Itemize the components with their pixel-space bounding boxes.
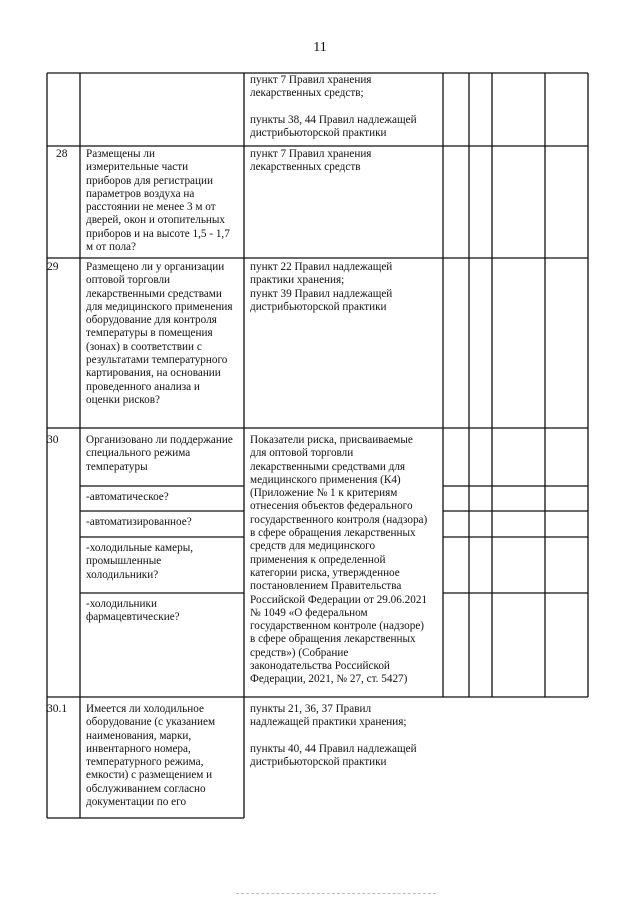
row-30-question: Организовано ли поддержание специального режима температуры — [86, 434, 233, 473]
row-30-reference: Показатели риска, присваиваемые для оптовой торговли лекарственными средствами для медицинского применения (К4) (Приложение № 1 к критериям отнесения объектов федерального государственного контроля (надзора) в сфере обращения лекарственных средств для медицинского применения к определенной категории риска, утвержденное постановлением Правительства Российской Федерации от 29.06.2021 № 1049 «О федеральном государственном контроле (надзоре) в сфере обращения лекарственных средств») (Собрание законодательства Российской Федерации, 2021, № 27, ст. 5427) — [250, 434, 428, 686]
row-30-number: 30 — [47, 434, 59, 446]
row-30-1-number: 30.1 — [47, 703, 68, 715]
row-28-question: Размещены ли измерительные части приборов для регистрации параметров воздуха на расстоянии не менее 3 м от дверей, окон и отопительных приборов и на высоте 1,5 - 1,7 м от пола? — [86, 148, 230, 254]
row-30-sub-automatic: -автоматическое? — [86, 491, 169, 503]
row-29-question: Размещено ли у организации оптовой торговли лекарственными средствами для медицинского применения оборудование для контроля температуры в помещения (зонах) в соответствии с результатами температурного картирования, на основании проведенного анализа и оценки рисков? — [86, 261, 233, 406]
row-28-reference: пункт 7 Правил хранения лекарственных средств — [250, 148, 372, 174]
row-30-sub-pharma-fridges: -холодильники фармацевтические? — [86, 598, 180, 624]
row-29-reference: пункт 22 Правил надлежащей практики хранения; пункт 39 Правил надлежащей дистрибьюторской практики — [250, 261, 393, 313]
row-29-number: 29 — [47, 261, 59, 273]
row-28-number: 28 — [56, 148, 68, 160]
row-30-1-reference: пункты 21, 36, 37 Правил надлежащей практики хранения; пункты 40, 44 Правил надлежащей дистрибьюторской практики — [250, 703, 417, 769]
row-cont-reference: пункт 7 Правил хранения лекарственных средств; пункты 38, 44 Правил надлежащей дистрибьюторской практики — [250, 74, 417, 140]
row-30-1-question: Имеется ли холодильное оборудование (с указанием наименования, марки, инвентарного номера, температурного режима, емкости) с размещением и обслуживанием согласно документации по его — [86, 703, 216, 809]
row-30-sub-automated: -автоматизированное? — [86, 516, 192, 528]
page-number: 11 — [313, 40, 327, 55]
row-30-sub-cold-rooms: -холодильные камеры, промышленные холодильники? — [86, 542, 194, 581]
footer-dashed-rule — [236, 893, 436, 894]
